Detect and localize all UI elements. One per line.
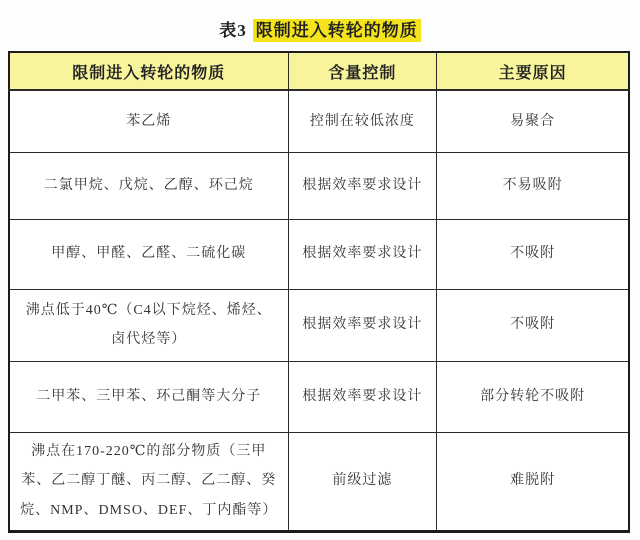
header-cell-substance: 限制进入转轮的物质 <box>9 52 288 90</box>
cell-substance: 二甲苯、三甲苯、环己酮等大分子 <box>9 361 288 432</box>
cell-substance: 沸点在170-220℃的部分物质（三甲苯、乙二醇丁醚、丙二醇、乙二醇、癸烷、NMP、DMSO、DEF、丁内酯等） <box>9 432 288 531</box>
cell-reason: 部分转轮不吸附 <box>437 361 629 432</box>
cell-substance: 苯乙烯 <box>9 90 288 152</box>
table-row <box>9 152 629 219</box>
cell-control: 前级过滤 <box>288 432 437 531</box>
header-cell-reason: 主要原因 <box>437 52 629 90</box>
cell-control: 控制在较低浓度 <box>288 90 437 152</box>
cell-control: 根据效率要求设计 <box>288 361 437 432</box>
table-header-row <box>9 52 629 90</box>
cell-substance: 甲醇、甲醛、乙醛、二硫化碳 <box>9 219 288 289</box>
cell-substance: 沸点低于40℃（C4以下烷烃、烯烃、卤代烃等） <box>9 289 288 361</box>
cell-control: 根据效率要求设计 <box>288 289 437 361</box>
cell-control: 根据效率要求设计 <box>288 219 437 289</box>
table-row <box>9 90 629 152</box>
cell-reason: 不吸附 <box>437 219 629 289</box>
table-row <box>9 432 629 531</box>
table-title-highlight: 限制进入转轮的物质 <box>253 19 421 42</box>
cell-reason: 不吸附 <box>437 289 629 361</box>
cell-control: 根据效率要求设计 <box>288 152 437 219</box>
table-title <box>0 16 640 41</box>
header-cell-control: 含量控制 <box>288 52 437 90</box>
table-row <box>9 361 629 432</box>
cell-substance: 二氯甲烷、戊烷、乙醇、环己烷 <box>9 152 288 219</box>
table-row <box>9 219 629 289</box>
table-title-prefix: 表3 <box>219 21 247 40</box>
table-row <box>9 289 629 361</box>
restricted-substances-table <box>8 51 630 533</box>
cell-reason: 难脱附 <box>437 432 629 531</box>
cell-reason: 易聚合 <box>437 90 629 152</box>
cell-reason: 不易吸附 <box>437 152 629 219</box>
